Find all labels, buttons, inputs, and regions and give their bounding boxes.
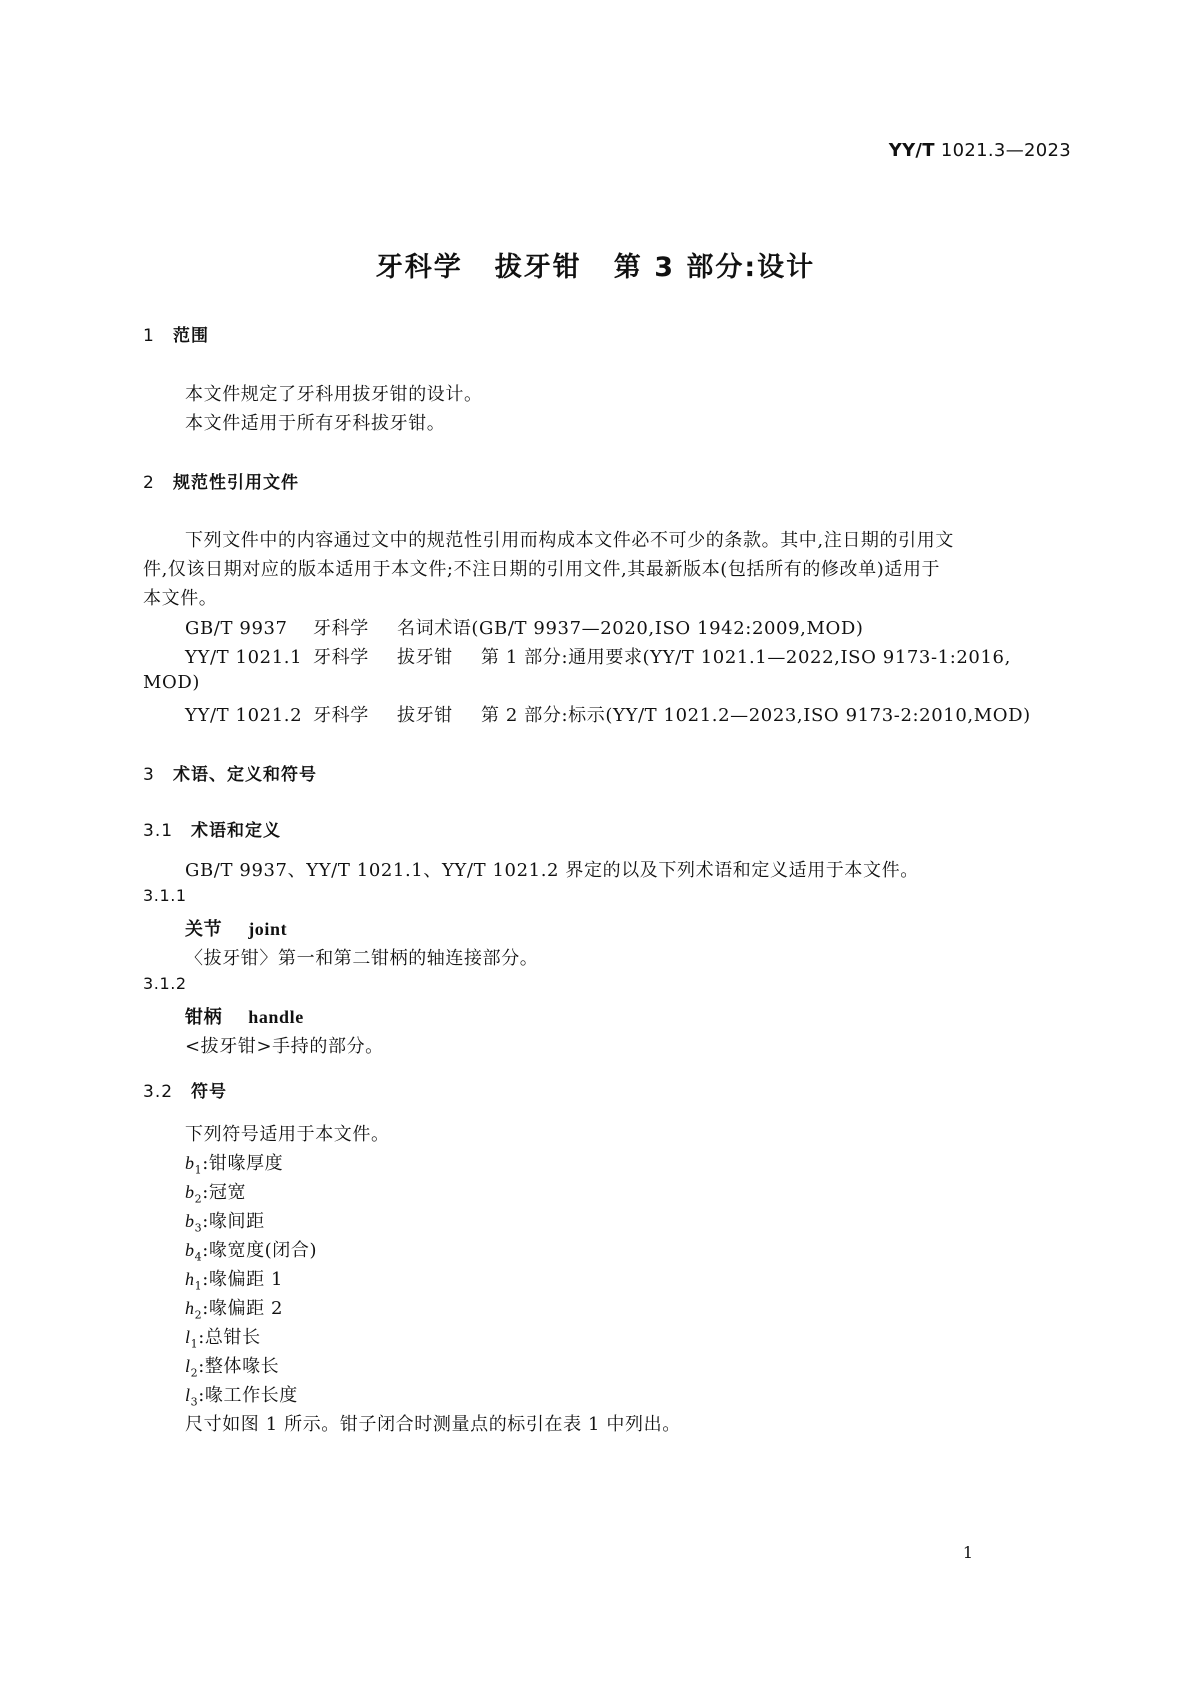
reference-item: YY/T 1021.1 牙科学 拔牙钳 第 1 部分:通用要求(YY/T 1021.1—2022,ISO 9173-1:2016,: [185, 647, 1011, 668]
symbol-item: $l_3$:喙工作长度: [185, 1385, 298, 1409]
symbols-intro: 下列符号适用于本文件。: [185, 1124, 390, 1145]
reference-item: YY/T 1021.2 牙科学 拔牙钳 第 2 部分:标示(YY/T 1021.2—2023,ISO 9173-2:2010,MOD): [185, 705, 1031, 726]
symbol-item: $l_1$:总钳长: [185, 1327, 261, 1351]
section-heading-normative: 2 规范性引用文件: [143, 473, 299, 493]
term-number: 3.1.1: [143, 886, 187, 905]
symbol-item: $b_4$:喙宽度(闭合): [185, 1240, 318, 1264]
reference-item: GB/T 9937 牙科学 名词术语(GB/T 9937—2020,ISO 1942:2009,MOD): [185, 618, 864, 639]
subsection-heading-symbols: 3.2 符号: [143, 1082, 227, 1102]
document-title: 牙科学 拔牙钳 第 3 部分:设计: [375, 252, 816, 283]
term-number: 3.1.2: [143, 974, 187, 993]
reference-item-continuation: MOD): [143, 672, 201, 693]
term-definition: 〈拔牙钳〉第一和第二钳柄的轴连接部分。: [185, 948, 539, 969]
symbol-item: $b_2$:冠宽: [185, 1182, 247, 1206]
term-entry: 关节 joint: [185, 919, 288, 940]
scope-paragraph: 本文件规定了牙科用拔牙钳的设计。: [185, 384, 483, 405]
standard-code: YY/T 1021.3—2023: [888, 140, 1071, 161]
symbol-item: $l_2$:整体喙长: [185, 1356, 280, 1380]
subsection-heading-terms-definitions: 3.1 术语和定义: [143, 821, 281, 841]
symbol-item: $h_1$:喙偏距 1: [185, 1269, 284, 1293]
normative-intro-line: 件,仅该日期对应的版本适用于本文件;不注日期的引用文件,其最新版本(包括所有的修改单)适用于: [143, 559, 941, 580]
terms-intro: GB/T 9937、YY/T 1021.1、YY/T 1021.2 界定的以及下列术语和定义适用于本文件。: [185, 860, 919, 881]
section-heading-terms: 3 术语、定义和符号: [143, 765, 317, 785]
normative-intro-line: 本文件。: [143, 588, 218, 609]
scope-paragraph: 本文件适用于所有牙科拔牙钳。: [185, 413, 446, 434]
symbol-item: $h_2$:喙偏距 2: [185, 1298, 284, 1322]
symbol-item: $b_3$:喙间距: [185, 1211, 265, 1235]
normative-intro-line: 下列文件中的内容通过文中的规范性引用而构成本文件必不可少的条款。其中,注日期的引用文: [185, 530, 954, 551]
symbol-item: $b_1$:钳喙厚度: [185, 1153, 284, 1177]
page-number: 1: [962, 1543, 973, 1562]
section-heading-scope: 1 范围: [143, 326, 209, 346]
term-entry: 钳柄 handle: [185, 1007, 304, 1028]
symbols-closing: 尺寸如图 1 所示。钳子闭合时测量点的标引在表 1 中列出。: [185, 1414, 681, 1435]
term-definition: <拔牙钳>手持的部分。: [185, 1036, 384, 1057]
